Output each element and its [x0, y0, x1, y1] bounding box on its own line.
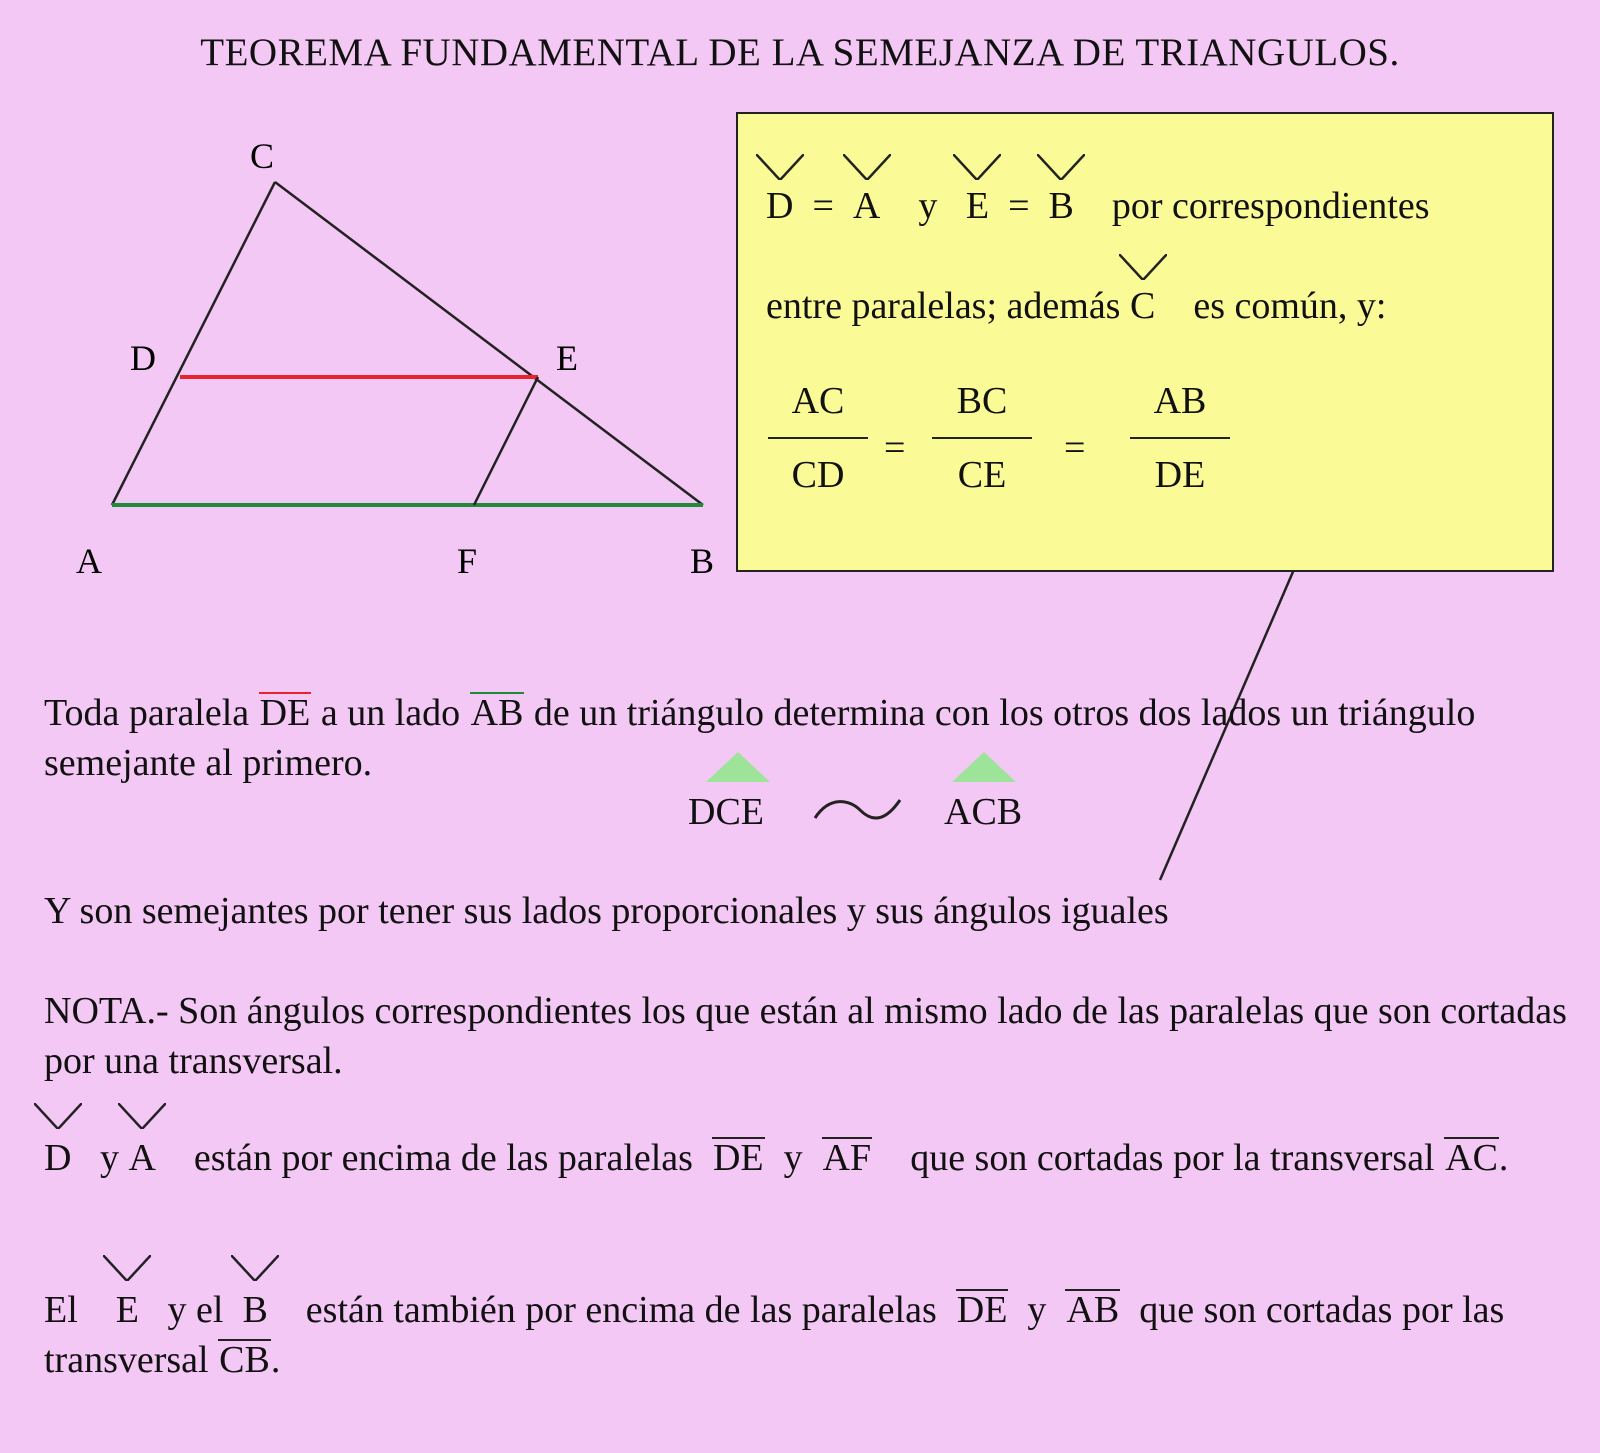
- angle-c: C: [1129, 285, 1156, 327]
- paragraph-similar: Y son semejantes por tener sus lados proporcionales y sus ángulos iguales: [44, 890, 1169, 932]
- segment-ac-text: AC: [1445, 1137, 1498, 1179]
- angle-a: A: [852, 185, 881, 227]
- segment-de-text-3: DE: [956, 1289, 1008, 1331]
- segment-ab-text-2: AB: [1066, 1289, 1120, 1331]
- angle-b-2: B: [242, 1285, 267, 1335]
- point-b-label: B: [690, 541, 715, 581]
- angle-a-2: A: [128, 1133, 155, 1183]
- segment-de-text: DE: [259, 692, 311, 734]
- theorem-box: [736, 112, 1554, 572]
- angle-d: D: [766, 185, 794, 227]
- segment-de-text-2: DE: [712, 1137, 764, 1179]
- page-title: TEOREMA FUNDAMENTAL DE LA SEMEJANZA DE TRIANGULOS.: [200, 31, 1400, 74]
- triangle-dce: DCE: [688, 791, 764, 833]
- segment-ef: [474, 377, 538, 505]
- box-line-2: entre paralelas; además C es común, y:: [766, 285, 1387, 327]
- point-f-label: F: [457, 541, 478, 581]
- segment-af-text: AF: [822, 1137, 872, 1179]
- fraction-ac-cd: AC CD: [768, 379, 868, 497]
- box-line-1: D = A y E = B por correspondientes: [766, 185, 1430, 227]
- segment-cb-text: CB: [219, 1339, 270, 1381]
- angle-d-2: D: [44, 1133, 71, 1183]
- angle-e-2: E: [116, 1285, 139, 1335]
- segment-ab-text: AB: [470, 692, 524, 734]
- triangle-acb: ACB: [944, 791, 1023, 833]
- triangle-icon-dce: [706, 752, 770, 782]
- point-c-label: C: [250, 136, 275, 176]
- paragraph-parallel: Toda paralela DE a un lado AB de un triángulo determina con los otros dos lados un triángulo semejante al primero.: [44, 692, 1476, 784]
- similar-sign: [815, 800, 900, 818]
- paragraph-angles-da: D y A están por encima de las paralelas DE y AF que son cortadas por la transversal AC.: [44, 1133, 1574, 1183]
- side-cb: [275, 182, 703, 505]
- paragraph-nota: NOTA.- Son ángulos correspondientes los que están al mismo lado de las paralelas que son cortadas por una transversal.: [44, 990, 1567, 1082]
- equals-2: =: [1064, 427, 1086, 469]
- fraction-ab-de: AB DE: [1130, 379, 1230, 497]
- angle-b: B: [1048, 185, 1074, 227]
- point-a-label: A: [76, 541, 102, 581]
- point-e-label: E: [556, 338, 578, 378]
- fraction-bc-ce: BC CE: [932, 379, 1032, 497]
- triangle-icon-acb: [952, 752, 1016, 782]
- point-d-label: D: [130, 338, 156, 378]
- paragraph-angles-eb: El E y el B están también por encima de las paralelas DE y AB que son cortadas por las transversal CB.: [44, 1285, 1574, 1385]
- angle-e: E: [965, 185, 990, 227]
- equals-1: =: [884, 427, 906, 469]
